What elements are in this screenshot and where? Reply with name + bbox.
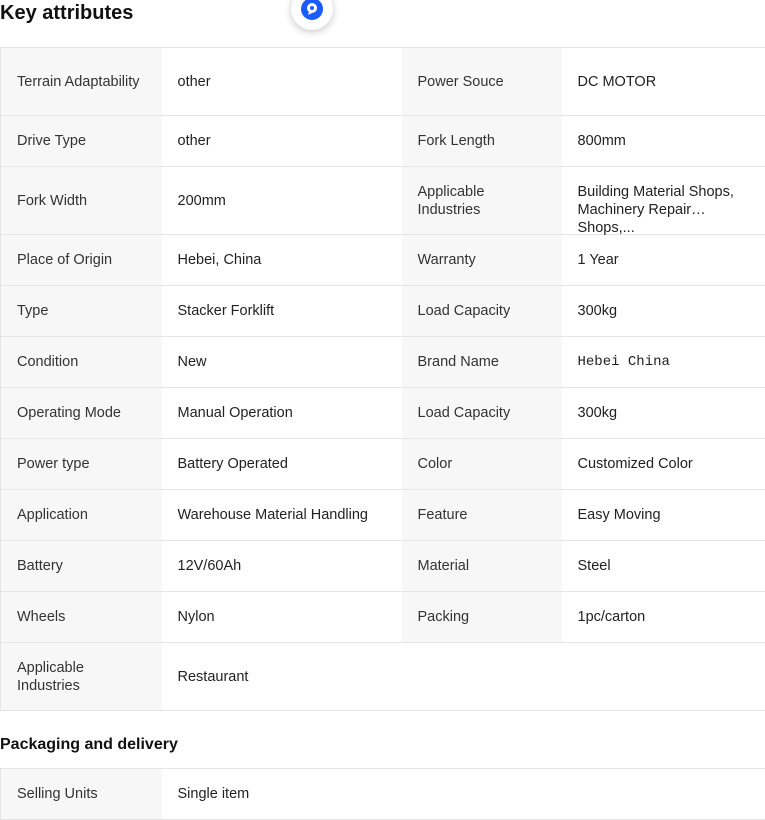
- attribute-label: Color: [402, 439, 562, 490]
- attribute-value: 12V/60Ah: [162, 541, 402, 592]
- attribute-value: Steel: [562, 541, 765, 592]
- empty-cell: [402, 643, 562, 711]
- attribute-label: Terrain Adaptability: [1, 48, 162, 116]
- attribute-label: Material: [402, 541, 562, 592]
- table-row: [1, 235, 765, 286]
- attribute-value: Restaurant: [162, 643, 402, 711]
- section-title-packaging: Packaging and delivery: [0, 736, 178, 753]
- attribute-value: Battery Operated: [162, 439, 402, 490]
- attribute-value: [562, 167, 765, 235]
- attribute-label: Operating Mode: [1, 388, 162, 439]
- attribute-value: Easy Moving: [562, 490, 765, 541]
- table-row: [1, 541, 765, 592]
- attribute-value: other: [162, 116, 402, 167]
- attribute-label: Feature: [402, 490, 562, 541]
- table-row: [1, 490, 765, 541]
- attribute-value: Stacker Forklift: [162, 286, 402, 337]
- empty-cell: [562, 769, 765, 820]
- attribute-label: Power type: [1, 439, 162, 490]
- attribute-label: Fork Length: [402, 116, 562, 167]
- attribute-label: Fork Width: [1, 167, 162, 235]
- attribute-value: Hebei, China: [162, 235, 402, 286]
- attribute-value: other: [162, 48, 402, 116]
- table-row: [1, 643, 765, 711]
- attribute-label: Condition: [1, 337, 162, 388]
- attribute-value: 1 Year: [562, 235, 765, 286]
- table-row: [1, 116, 765, 167]
- attribute-value: 1pc/carton: [562, 592, 765, 643]
- attribute-label: Application: [1, 490, 162, 541]
- attribute-value-text: Building Material Shops, Machinery Repair Shops,...: [577, 183, 734, 236]
- table-row: [1, 769, 765, 820]
- key-attributes-table: [0, 47, 765, 711]
- table-row: [1, 388, 765, 439]
- attribute-label: Place of Origin: [1, 235, 162, 286]
- floating-chat-button[interactable]: [291, 0, 333, 30]
- attribute-label: Type: [1, 286, 162, 337]
- table-row: [1, 167, 765, 235]
- attribute-label: Load Capacity: [402, 388, 562, 439]
- attribute-value: Single item: [162, 769, 402, 820]
- table-row: [1, 337, 765, 388]
- empty-cell: [402, 769, 562, 820]
- attribute-value: 200mm: [162, 167, 402, 235]
- attribute-label: Warranty: [402, 235, 562, 286]
- table-row: [1, 286, 765, 337]
- attribute-label: Applicable Industries: [402, 167, 562, 235]
- attribute-value: Customized Color: [562, 439, 765, 490]
- attribute-label: Drive Type: [1, 116, 162, 167]
- table-row: [1, 48, 765, 116]
- attribute-label: Selling Units: [1, 769, 162, 820]
- table-row: [1, 439, 765, 490]
- attribute-value: Manual Operation: [162, 388, 402, 439]
- empty-cell: [562, 643, 765, 711]
- attribute-label: Brand Name: [402, 337, 562, 388]
- attribute-value: Hebei China: [562, 337, 765, 388]
- attribute-value: 800mm: [562, 116, 765, 167]
- chat-bubble-icon: [299, 0, 325, 22]
- table-row: [1, 592, 765, 643]
- attribute-label: Applicable Industries: [1, 643, 162, 711]
- attribute-value: New: [162, 337, 402, 388]
- attribute-label: Power Souce: [402, 48, 562, 116]
- attribute-value: DC MOTOR: [562, 48, 765, 116]
- attribute-value: 300kg: [562, 388, 765, 439]
- attribute-label: Wheels: [1, 592, 162, 643]
- section-title-key-attributes: Key attributes: [0, 2, 134, 24]
- packaging-table: [0, 768, 765, 820]
- attribute-label: Battery: [1, 541, 162, 592]
- attribute-label: Packing: [402, 592, 562, 643]
- attribute-label: Load Capacity: [402, 286, 562, 337]
- attribute-value: Warehouse Material Handling: [162, 490, 402, 541]
- attribute-value: 300kg: [562, 286, 765, 337]
- attribute-value: Nylon: [162, 592, 402, 643]
